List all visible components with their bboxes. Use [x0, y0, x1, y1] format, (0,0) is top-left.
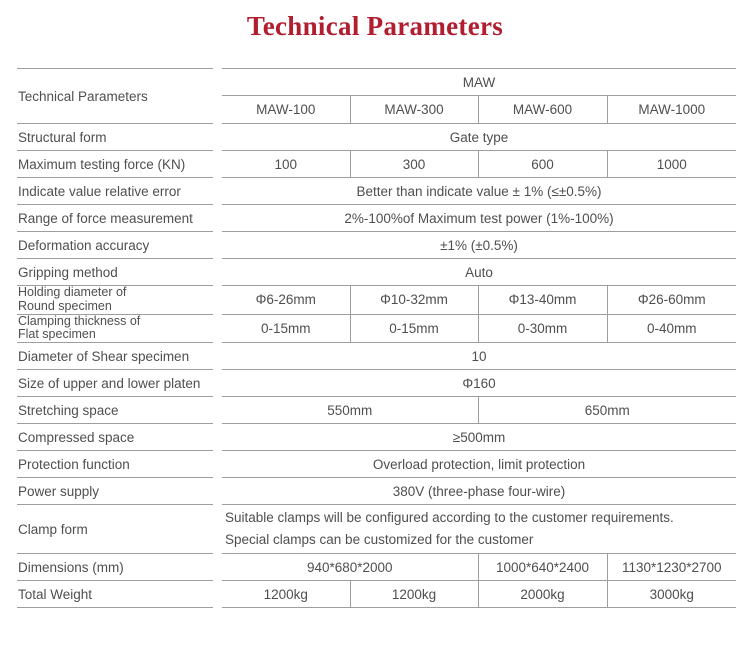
spec-value: Φ13-40mm: [478, 286, 607, 315]
spec-value: 0-30mm: [478, 314, 607, 343]
table-row: [17, 554, 736, 581]
spec-value: Φ26-60mm: [607, 286, 736, 315]
table-row: [17, 424, 736, 451]
table-row: [17, 478, 736, 505]
spec-value: 940*680*2000: [222, 554, 478, 581]
column-gap: [213, 205, 222, 232]
spec-value: 600: [478, 151, 607, 178]
column-gap: [213, 259, 222, 286]
model-name: MAW-600: [478, 96, 607, 124]
spec-label: Structural form: [17, 124, 213, 151]
spec-value: 1200kg: [222, 581, 350, 608]
column-gap: [213, 451, 222, 478]
column-gap: [213, 69, 222, 124]
column-gap: [213, 232, 222, 259]
column-gap: [213, 505, 222, 554]
column-gap: [213, 124, 222, 151]
spec-label: Dimensions (mm): [17, 554, 213, 581]
table-row: [17, 151, 736, 178]
clamp-form-line1: Suitable clamps will be configured according to the customer requirements.: [225, 510, 674, 526]
spec-label: Indicate value relative error: [17, 178, 213, 205]
column-gap: [213, 151, 222, 178]
page-title: Technical Parameters: [246, 11, 504, 41]
spec-value: Gate type: [222, 124, 736, 151]
table-row: [17, 397, 736, 424]
spec-label: Protection function: [17, 451, 213, 478]
spec-label: [17, 286, 213, 315]
spec-value: 10: [222, 343, 736, 370]
spec-value: 550mm: [222, 397, 478, 424]
column-gap: [213, 178, 222, 205]
spec-value: Φ6-26mm: [222, 286, 350, 315]
spec-value: 1200kg: [350, 581, 478, 608]
spec-value: 1000*640*2400: [478, 554, 607, 581]
table-row: [17, 343, 736, 370]
table-row: [17, 259, 736, 286]
spec-value: 1000: [607, 151, 736, 178]
spec-label: Power supply: [17, 478, 213, 505]
spec-label: Gripping method: [17, 259, 213, 286]
table-row: [17, 370, 736, 397]
spec-label: Diameter of Shear specimen: [17, 343, 213, 370]
clamp-form-line2: Special clamps can be customized for the customer: [225, 532, 534, 547]
table-row: [17, 124, 736, 151]
spec-value: 2%-100%of Maximum test power (1%-100%): [222, 205, 736, 232]
spec-value: Better than indicate value ± 1% (≤±0.5%): [222, 178, 736, 205]
column-gap: [213, 343, 222, 370]
model-name: MAW-100: [222, 96, 350, 124]
column-gap: [213, 314, 222, 343]
column-gap: [213, 397, 222, 424]
model-name: MAW-1000: [607, 96, 736, 124]
column-gap: [213, 370, 222, 397]
table-row: [17, 286, 736, 315]
series-name: MAW: [222, 69, 736, 96]
spec-value: 300: [350, 151, 478, 178]
spec-label-line1: Clamping thickness of: [18, 314, 141, 328]
spec-label: [17, 314, 213, 343]
column-gap: [213, 554, 222, 581]
spec-value: 0-40mm: [607, 314, 736, 343]
table-row: [17, 451, 736, 478]
table-row-header-group: [17, 69, 736, 96]
table-row: [17, 314, 736, 343]
table-row: [17, 205, 736, 232]
table-row: [17, 178, 736, 205]
spec-value: ≥500mm: [222, 424, 736, 451]
spec-label-line2: Round specimen: [18, 298, 112, 313]
spec-value: 2000kg: [478, 581, 607, 608]
spec-value: 1130*1230*2700: [607, 554, 736, 581]
table-row: [17, 232, 736, 259]
spec-label: Deformation accuracy: [17, 232, 213, 259]
spec-label: Stretching space: [17, 397, 213, 424]
spec-value: 0-15mm: [350, 314, 478, 343]
spec-label: Maximum testing force (KN): [17, 151, 213, 178]
spec-value: [222, 505, 736, 554]
spec-label: Clamp form: [17, 505, 213, 554]
spec-label: Total Weight: [17, 581, 213, 608]
spec-value: 380V (three-phase four-wire): [222, 478, 736, 505]
spec-label: Technical Parameters: [17, 69, 213, 124]
spec-value: 100: [222, 151, 350, 178]
technical-parameters-table: [17, 68, 736, 608]
model-name: MAW-300: [350, 96, 478, 124]
spec-value: Φ160: [222, 370, 736, 397]
spec-label: Size of upper and lower platen: [17, 370, 213, 397]
spec-label: Range of force measurement: [17, 205, 213, 232]
column-gap: [213, 581, 222, 608]
spec-label: Compressed space: [17, 424, 213, 451]
column-gap: [213, 424, 222, 451]
column-gap: [213, 286, 222, 315]
column-gap: [213, 478, 222, 505]
spec-value: ±1% (±0.5%): [222, 232, 736, 259]
spec-value: Φ10-32mm: [350, 286, 478, 315]
spec-value: Overload protection, limit protection: [222, 451, 736, 478]
spec-value: 3000kg: [607, 581, 736, 608]
spec-label-line1: Holding diameter of: [18, 285, 127, 299]
spec-value: Auto: [222, 259, 736, 286]
table-row: [17, 505, 736, 554]
spec-value: 650mm: [478, 397, 736, 424]
spec-value: 0-15mm: [222, 314, 350, 343]
table-row: [17, 581, 736, 608]
spec-label-line2: Flat specimen: [18, 327, 96, 342]
